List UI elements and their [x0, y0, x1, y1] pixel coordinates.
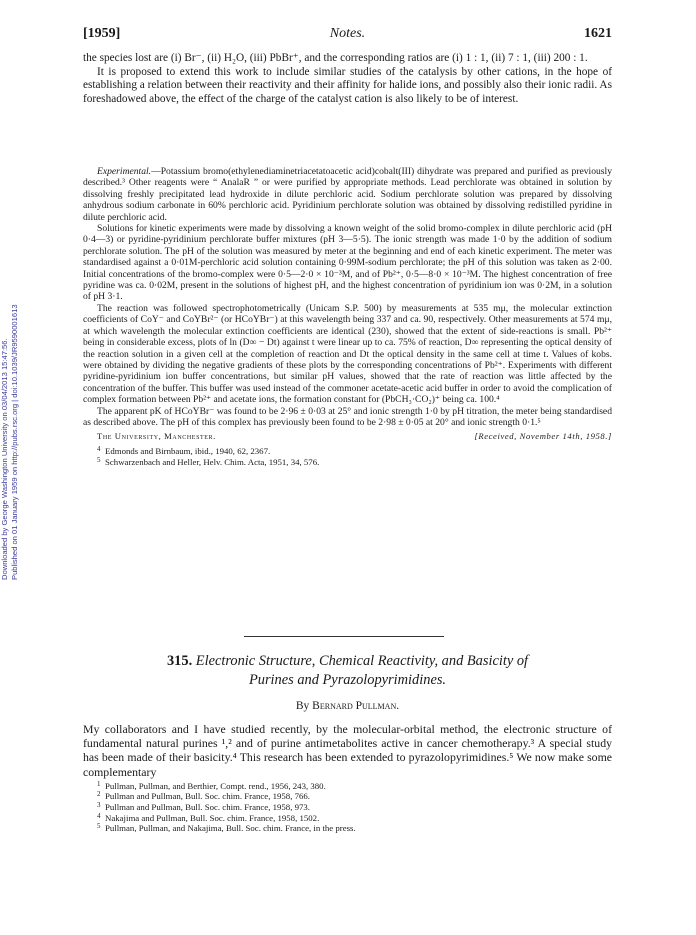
footnote: 2 Pullman and Pullman, Bull. Soc. chim. France, 1958, 766.	[97, 790, 310, 802]
doi-link[interactable]: Published on 01 January 1959 on http://pubs.rsc.org | doi:10.1039/JR9590001613	[10, 304, 19, 580]
page-number: 1621	[584, 26, 612, 41]
header-year: [1959]	[83, 26, 121, 41]
article-body	[83, 722, 612, 834]
footnote: 5 Pullman, Pullman, and Nakajima, Bull. Soc. chim. France, in the press.	[97, 822, 356, 834]
signoff	[83, 431, 612, 444]
paragraph: The apparent pK of HCoYBr⁻ was found to be 2·96 ± 0·03 at 25° and ionic strength 1·0 by pH titration, the meter being standardised as described above. The pH of this complex has previously been found to be 2·98 ± 0·05 at 20° and ionic strength 0·1.⁵	[83, 405, 612, 428]
section-divider	[244, 636, 444, 637]
footnotes	[83, 446, 612, 467]
header-section: Notes.	[329, 26, 366, 41]
author-name: Bernard Pullman.	[312, 700, 400, 712]
footnote: 1 Pullman, Pullman, and Berthier, Compt. rend., 1956, 243, 380.	[97, 779, 326, 791]
received-date: [Received, November 14th, 1958.]	[474, 431, 612, 442]
paragraph: It is proposed to extend this work to include similar studies of the catalysis by other cations, in the hope of establishing a relation between their reactivity and their affinity for halide ions, and possibly also their ionic radii. As foreshadowed above, the effect of the charge of the catalyst cation is also likely to be of interest.	[83, 65, 612, 105]
continued-text	[83, 52, 612, 106]
paragraph: Experimental.—Potassium bromo(ethylenediaminetriacetatoacetic acid)cobalt(III) dihydrate was prepared and purified as previously described.³ Other reagents were “ AnalaR ” or were purified by appropriate methods. Lead perchlorate was obtained in solution by dissolving freshly precipitated lead hydroxide in dilute perchloric acid. Sodium perchlorate solution was prepared by dissolving anhydrous sodium carbonate in 60% perchloric acid. Pyridinium perchlorate solution was obtained by dissolving redistilled pyridine in dilute perchloric acid.	[83, 166, 612, 223]
footnotes	[83, 781, 612, 834]
footnote: 3 Pullman and Pullman, Bull. Soc. chim. France, 1958, 973.	[97, 801, 310, 812]
footnote: 4 Nakajima and Pullman, Bull. Soc. chim. France, 1958, 1502.	[97, 811, 320, 823]
article-title: 315. Electronic Structure, Chemical Reactivity, and Basicity of Purines and Pyrazolopyrimidines.	[166, 653, 529, 688]
page-header	[83, 26, 612, 44]
download-watermark	[0, 180, 24, 580]
experimental-section	[83, 166, 612, 468]
experimental-label: Experimental.	[97, 166, 152, 177]
institution: The University, Manchester.	[97, 431, 216, 442]
paragraph: Solutions for kinetic experiments were made by dissolving a known weight of the solid bromo-complex in dilute perchloric acid (pH 0·4—3) or pyridine-pyridinium perchlorate buffer mixtures (pH 3—5·5). The ionic strength was made 1·0 by the addition of sodium perchlorate solution. The pH of the solution was measured by meter at the beginning and end of each kinetic experiment. The meter was standardised against a 0·01M-perchloric acid solution containing 0·99M-sodium perchlorate; the pH of this solution was taken as 2·00. Initial concentrations of the bromo-complex were 0·5—2·0 × 10⁻³M, and of Pb²⁺, 0·5—8·0 × 10⁻³M. The highest concentration of free pyridine was ca. 0·02M, present in the solutions of highest pH, and the highest concentration of pyridinium ion was 0·2M, in a solution of pH 3·1.	[83, 223, 612, 303]
paragraph: The reaction was followed spectrophotometrically (Unicam S.P. 500) by measurements at 535 mμ, the molecular extinction coefficients of CoY⁻ and CoYBr²⁻ (or HCoYBr⁻) at this wavelength being 337 and ca. 90, respectively. Other measurements at 574 mμ, at which wavelength the molecular extinction coefficients are identical (230), showed that the extent of side-reactions is small. Pb²⁺ being in considerable excess, plots of ln (D∞ − Dt) against t were linear up to ca. 75% of reaction, D∞ representing the optical density of the reaction solution in a given cell at the completion of reaction and Dt the optical density in the same cell at time t. Values of kobs. were obtained by dividing the negative gradients of these plots by the corresponding concentrations of Pb²⁺. Experiments with different pyridine-pyridinium ion buffer concentrations, but similar pH values, showed that the rate of reaction was little affected by the concentration of the buffer. This buffer was used instead of the commoner acetate-acetic acid buffer in order to avoid the complication of complex formation between Pb²⁺ and acetate ions, the formation constant for (PbCH₃·CO₂)⁺ being ca. 100.⁴	[83, 302, 612, 406]
footnote: 4 Edmonds and Birnbaum, ibid., 1940, 62, 2367.	[97, 445, 271, 457]
paragraph: My collaborators and I have studied recently, by the molecular-orbital method, the electronic structure of fundamental natural purines ¹,² and of purine antimetabolites active in cancer chemotherapy.³ A special study has been made of their basicity.⁴ This research has been extended to pyrazolopyrimidines.⁵ We now make some complementary	[83, 722, 612, 779]
download-note: Downloaded by George Washington University on 03/04/2013 15:47:56.	[0, 338, 9, 580]
footnote: 5 Schwarzenbach and Heller, Helv. Chim. Acta, 1951, 34, 576.	[97, 455, 320, 467]
article-number: 315.	[166, 653, 193, 669]
byline: By Bernard Pullman.	[295, 700, 400, 712]
paragraph: the species lost are (i) Br⁻, (ii) H₂O, (iii) PbBr⁺, and the corresponding ratios are (i) 1 : 1, (ii) 7 : 1, (iii) 200 : 1.	[83, 52, 588, 64]
